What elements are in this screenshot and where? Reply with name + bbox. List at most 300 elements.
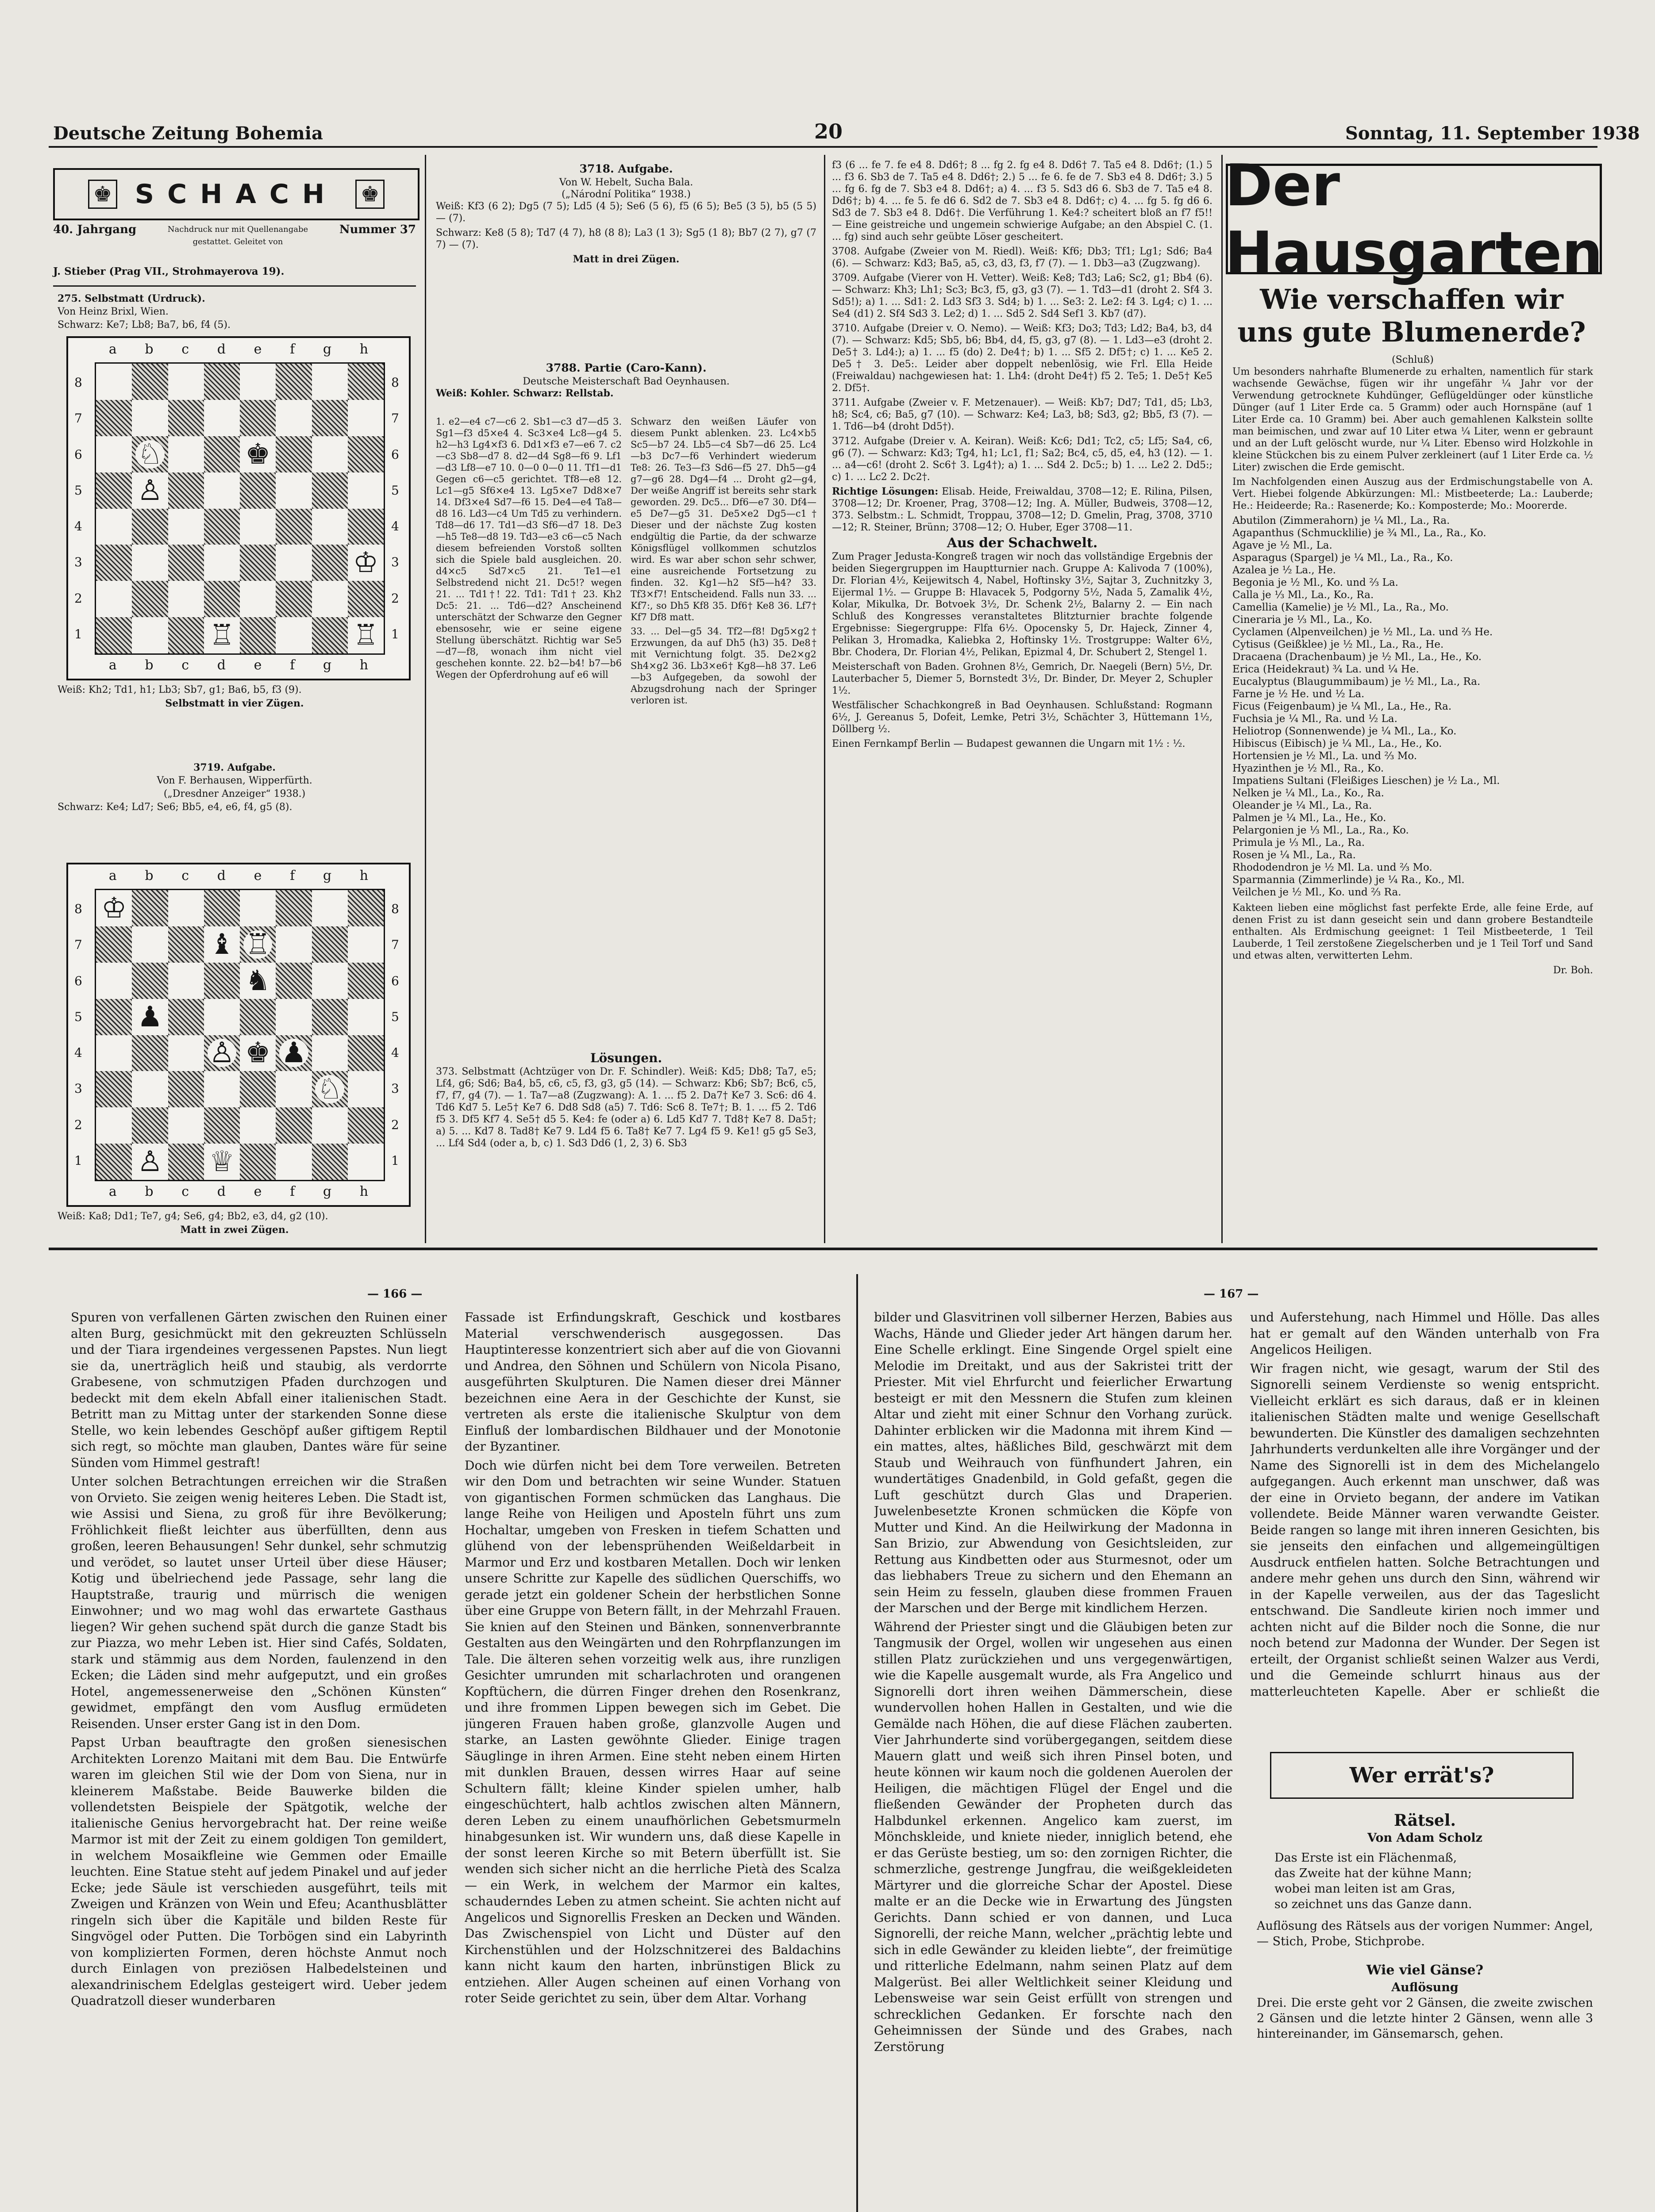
- board-square: [240, 364, 276, 400]
- board-square: [132, 581, 168, 617]
- file-label: h: [359, 342, 369, 357]
- chess-piece-square: [312, 1071, 348, 1107]
- board-square: [168, 581, 204, 617]
- rank-label: 7: [391, 937, 399, 952]
- board-square: [312, 436, 348, 472]
- feuilleton-text: Fassade ist Erfindungskraft, Geschick und kostbares Material verschwenderisch ausgegossen. Das Hauptinteresse konzentriert sich aber auf die von Giovanni und Andrea, den Söhnen und Schülern von Nicola Pisano, ausgeführten Skulpturen. Die Namen dieser drei Männer bezeichnen eine Aera in der Geschichte der Kunst, sie vertreten als erste die italienische Skulptur von dem Einfluß der lombardischen Bildhauer und der Monotonie der Byzantiner.: [465, 1310, 841, 1454]
- plant-entry: Oleander je ¼ Ml., La., Ra.: [1232, 800, 1372, 811]
- aufgabe-author: Von W. Hebelt, Sucha Bala.: [559, 177, 693, 188]
- board-square: [96, 581, 132, 617]
- board-square: [96, 400, 132, 436]
- board-square: [132, 400, 168, 436]
- plant-entry: Hortensien je ½ Ml., La. und ⅔ Mo.: [1232, 750, 1417, 762]
- plant-list: [1232, 515, 1593, 899]
- chess-piece-icon: ♖: [351, 621, 380, 649]
- chess-piece-icon: ♟: [279, 1039, 308, 1067]
- rank-label: 6: [74, 973, 82, 988]
- jahrgang: 40. Jahrgang: [53, 223, 137, 236]
- board-square: [132, 545, 168, 581]
- feuilleton-text-2: Während der Priester singt und die Gläubigen beten zur Tangmusik der Orgel, wollen wir ungesehen aus einen stillen Platz zurückziehen und uns vergegenwärtigen, wie die Kapelle ausgemalt wurde, als Fra Angelico und Signorelli dort ihren weihen Dämmerschein, diese wundervollen hohen Hallen in Gestalten, und wie die Gemälde nach Höhen, die auf diese Flächen zauberten. Vier Jahrhunderte sind vorübergegangen, seitdem diese Mauern glatt und weiß sich ihren Pinsel boten, und heute können wir kaum noch die goldenen Auerolen der Heiligen, die mächtigen Flügel der Engel und die fließenden Gewänder der Propheten durch das Halbdunkel erkennen. Angelico kam zuerst, im Mönchskleide, und kniete nieder, inniglich betend, ehe er das Gerüste bestieg, um so: den zornigen Richter, die schmerzliche, gestrenge Jungfrau, die weißgekleideten Märtyrer und die glorreiche Schar der Apostel. Diese malte er an die Decke wie in Erwartung des Jüngsten Gerichts. Dann schied er von dannen, und Luca Signorelli, der reiche Mann, welcher „prächtig lebte und sich in edle Gewänder zu kleiden liebte“, der freimütige und ritterliche Edelmann, nahm seinen Platz auf dem Malgerüst. Bei aller Weltlichkeit seiner Kleidung und Lebensweise war sein Geist erfüllt von strengen und schrecklichen Gedanken. Er forschte nach den Geheimnissen der Sünde und des Grabes, nach Zerstörung: [874, 1619, 1232, 2054]
- feuilleton-text: Spuren von verfallenen Gärten zwischen den Ruinen einer alten Burg, gesichmückt mit den gekreuzten Schlüsseln und der Tiara irgendeines vergessenen Papstes. Nun liegt sie da, unerträglich heiß und staubig, als verdorrte Grabesene, von schmutzigen Pfaden durchzogen und bedeckt mit dem ekeln Abfall einer italienischen Stadt. Betritt man zu Mittag unter der starkenden Sonne diese Stelle, wo kein lebendes Geschöpf außer giftigem Reptil sich regt, so möchte man glauben, Dantes wäre für seine Sünden vom Himmel gestraft!: [71, 1310, 447, 1470]
- board-square: [96, 963, 132, 999]
- running-head-left: Deutsche Zeitung Bohemia: [53, 123, 323, 144]
- problem-3719-head: [58, 761, 412, 823]
- hausgarten-banner: Der Hausgarten: [1224, 152, 1603, 286]
- file-label: b: [145, 657, 154, 673]
- board-square: [96, 545, 132, 581]
- board-square: [168, 1107, 204, 1144]
- aus-text-2: Meisterschaft von Baden. Grohnen 8½, Gemrich, Dr. Naegeli (Bern) 5½, Dr. Lauterbacher 5, Diemer 5, Bornstedt 3½, Dr. Binder, Dr. Meyer 2, Schupler 1½.: [832, 661, 1212, 696]
- partie-players: Weiß: Kohler. Schwarz: Rellstab.: [436, 388, 614, 399]
- chess-piece-square: [240, 963, 276, 999]
- board-square: [132, 963, 168, 999]
- board-square: [312, 999, 348, 1035]
- problem-black: Schwarz: Ke4; Ld7; Se6; Bb5, e4, e6, f4, g5 (8).: [58, 802, 293, 813]
- board-square: [240, 1071, 276, 1107]
- board-square: [312, 617, 348, 653]
- aufgabe-white: Weiß: Kf3 (6 2); Dg5 (7 5); Ld5 (4 5); Se6 (5 6), f5 (6 5); Be5 (3 5), b5 (5 5) — (7).: [436, 201, 816, 224]
- board-ranks-right: [391, 891, 399, 1179]
- file-label: a: [108, 1184, 117, 1199]
- chess-piece-square: [276, 1035, 312, 1071]
- raetsel-author: Von Adam Scholz: [1367, 1831, 1482, 1845]
- aus-text: Zum Prager Jedusta-Kongreß tragen wir noch das vollständige Ergebnis der beiden Siegergruppen im Hauptturnier nach. Gruppe A: Kalivoda 7 (100%), Dr. Florian 4½, Keijewitsch 4, Nabel, Hoftinsky 3½, Sajtar 3, Zuchnitzky 3, Eijermal 1½. — Gruppe B: Hlavacek 5, Podgorny 5½, Nada 5, Zamalik 4½, Kolar, Mikulka, Dr. Botvoek 3½, Dr. Schenk 2½, Balarny 2. — Ein nach Schluß des Kongresses veranstaltetes Blitzturnier brachte folgende Ergebnisse: Siegergruppe: Flfa 6½. Opocensky 5, Dr. Hajeck, Zinner 4, Pelikan 3, Hromadka, Kaliebka 2, Hoftinsky 1½. Trostgruppe: Walter 6½, Bbr. Chodera, Dr. Florian 4½, Pelikan, Epizmal 4, Dr. Schubert 2, Stengel 1.: [832, 551, 1212, 658]
- file-label: e: [254, 657, 262, 673]
- file-label: e: [254, 868, 262, 883]
- problem-source: („Dresdner Anzeiger“ 1938.): [163, 788, 306, 799]
- board-square: [312, 509, 348, 545]
- wer-erraets-banner: Wer errät's?: [1270, 1752, 1574, 1799]
- board-square: [312, 1107, 348, 1144]
- raetsel-title: Rätsel.: [1393, 1811, 1456, 1830]
- rank-label: 4: [74, 519, 82, 534]
- rank-label: 4: [391, 519, 399, 534]
- board-square: [168, 999, 204, 1035]
- board-square: [348, 436, 384, 472]
- board-square: [204, 963, 240, 999]
- file-label: b: [145, 1184, 154, 1199]
- board-square: [240, 1144, 276, 1180]
- board-square: [276, 926, 312, 963]
- chess-piece-square: [348, 545, 384, 581]
- board-ranks-left: [74, 891, 82, 1179]
- board-square: [132, 1107, 168, 1144]
- file-label: g: [323, 868, 332, 883]
- gaense-title: Wie viel Gänse?: [1366, 1962, 1484, 1978]
- chess-piece-square: [204, 1144, 240, 1180]
- file-label: a: [108, 657, 117, 673]
- board-square: [168, 1144, 204, 1180]
- verse-line: wobei man leiten ist am Gras,: [1274, 1882, 1455, 1896]
- aufgabe-3710: 3710. Aufgabe (Dreier v. O. Nemo). — Weiß: Kf3; Do3; Td3; Ld2; Ba4, b3, d4 (7). — Schwarz: Kd5; Sb5, b6; Bb4, d4, f5, g3, g7 (8). — 1. Ld3—e3 (droht 2. De5† 3. Ld4:); a) 1. ... f5 (do) 2. De4†; b) 1. ... Sf5 2. Df5†; c) 1. ... Ke5 2. De5† 3. De5:. Leider aber doppelt nebenlösig, wie Frl. Ella Heide (Freiwaldau) nachgewiesen hat: 1. Lh4: (droht De4†) f5 2. Te5; 1. De5† Ke5 2. Df5†.: [832, 323, 1212, 394]
- hausgarten-subtitle: Wie verschaffen wir uns gute Blumenerde?: [1237, 283, 1586, 348]
- board-square: [132, 1071, 168, 1107]
- board-square: [204, 581, 240, 617]
- board-square: [96, 617, 132, 653]
- schach-meta: [53, 223, 416, 248]
- file-label: e: [254, 342, 262, 357]
- board-square: [348, 472, 384, 509]
- board-square: [96, 1144, 132, 1180]
- aus-text-4: Einen Fernkampf Berlin — Budapest gewannen die Ungarn mit 1½ : ½.: [832, 738, 1185, 749]
- board-square: [168, 1071, 204, 1107]
- hausgarten-body: [1232, 354, 1593, 1234]
- problem-author: Von Heinz Brixl, Wien.: [58, 306, 169, 317]
- page-number: 20: [814, 119, 843, 143]
- rank-label: 8: [74, 902, 82, 917]
- file-label: g: [323, 1184, 332, 1199]
- board-square: [348, 1035, 384, 1071]
- board-square: [276, 436, 312, 472]
- chess-piece-icon: ♝: [208, 930, 236, 959]
- board-square: [132, 617, 168, 653]
- board-square: [96, 472, 132, 509]
- schach-editor: J. Stieber (Prag VII., Strohmayerova 19).: [53, 265, 285, 277]
- board-ranks-left: [74, 365, 82, 652]
- file-label: g: [323, 342, 332, 357]
- rank-label: 8: [74, 375, 82, 390]
- board-square: [276, 400, 312, 436]
- board-square: [96, 364, 132, 400]
- board-square: [168, 364, 204, 400]
- rank-label: 7: [74, 937, 82, 952]
- schach-note: Nachdruck nur mit Quellenangabe gestattet. Geleitet von: [167, 225, 308, 246]
- rank-label: 6: [74, 447, 82, 462]
- rank-label: 5: [391, 483, 399, 498]
- file-label: f: [290, 342, 295, 357]
- problem-stipulation: Matt in zwei Zügen.: [180, 1224, 289, 1236]
- rank-label: 3: [74, 1081, 82, 1096]
- loesungen-text: 373. Selbstmatt (Achtzüger von Dr. F. Schindler). Weiß: Kd5; Db8; Ta7, e5; Lf4, g6; Sd6; Ba4, b5, c6, c5, f3, g3, g5 (14). — Schwarz: Kb6; Sb7; Bc6, c5, f7, f7, g4 (7). — 1. Ta7—a8 (Zugzwang): A. 1. ... f5 2. Da7† Ke7 3. Sc6: d6 4. Td6 Kd7 5. Le5† Ke7 6. Dd8 Sd8 (a5) 7. Td6: Sc6 8. Te7†; B. 1. ... f5 2. Td6 f5 3. Df5 Kf7 4. Se5† d5 5. Ke4: fe (oder a) 6. Ld5 Kd7 7. Td8† Ke7 8. Da5†; a) 5. ... Kd7 8. Tad8† Ke7 9. Ld4 f5 6. Ta8† Ke7 7. Lg4 f5 9. Ke1! g5 g5 Se3, ... Lf4 Sd4 (oder a, b, c) 1. Sd3 Dd6 (1, 2, 3) 6. Sb3: [436, 1066, 816, 1149]
- plant-entry: Ficus (Feigenbaum) je ¼ Ml., La., He., Ra.: [1232, 701, 1452, 712]
- board-square: [348, 1144, 384, 1180]
- file-label: b: [145, 342, 154, 357]
- aufgabe-stipulation: Matt in drei Zügen.: [573, 253, 680, 265]
- board-square: [276, 1071, 312, 1107]
- board-square: [132, 1035, 168, 1071]
- plant-entry: Rhododendron je ½ Ml. La. und ⅔ Mo.: [1232, 862, 1432, 873]
- rank-label: 4: [74, 1045, 82, 1060]
- board-square: [348, 581, 384, 617]
- plant-entry: Pelargonien je ⅓ Ml., La., Ra., Ko.: [1232, 825, 1409, 836]
- feuilleton-page-right: — 167 —: [1204, 1287, 1259, 1301]
- plant-entry: Cyclamen (Alpenveilchen) je ½ Ml., La. und ⅔ He.: [1232, 626, 1493, 638]
- board-square: [204, 1071, 240, 1107]
- verse-line: das Zweite hat der kühne Mann;: [1274, 1866, 1472, 1880]
- feuilleton-text: bilder und Glasvitrinen voll silberner Herzen, Babies aus Wachs, Hände und Glieder jeder Art hängen darum her. Eine Schelle erklingt. Eine Singende Orgel spielt eine Melodie im Dreitakt, und aus der Sakristei tritt der Priester. Mit viel Ehrfurcht und feierlicher Erwartung besteigt er mit den Messnern die Stufen zum kleinen Altar und zieht mit einer Schnur den Vorhang zurück. Dahinter erblicken wir die Madonna mit ihrem Kind — ein mattes, altes, häßliches Bild, geschwärzt mit dem Staub und Weihrauch von fünfhundert Jahren, ein wundertätiges Gnadenbild, in Gold gefaßt, gegen die Luft geschützt durch Glas und Draperien. Juwelenbesetzte Kronen schmücken die Köpfe von Mutter und Kind. An die Heilwirkung der Madonna in San Brizio, zur Abwendung von Gesichtsleiden, zur Rettung aus Kindbetten oder aus Sturmesnot, oder um das liebhabers Treue zu sichern und den Ehemann an sein Heim zu fesseln, glauben diese frommen Frauen der Marschen und der Berge mit kindlichem Herzen.: [874, 1310, 1232, 1615]
- board-square: [240, 545, 276, 581]
- plant-entry: Camellia (Kamelie) je ½ Ml., La., Ra., Mo.: [1232, 602, 1449, 613]
- feuilleton-col-1: [71, 1310, 447, 2212]
- feuilleton-text-3: Papst Urban beauftragte den großen sienesischen Architekten Lorenzo Maitani mit dem Bau. Die Entwürfe waren im gleichen Stil wie der Dom von Siena, nur in kleinerem Maßstabe. Beide Bauwerke bilden die vollendetsten Beispiele der Spätgotik, welche der italienische Genius hervorgebracht hat. Der reine weiße Marmor ist mit der Zeit zu einem goldigen Ton gemildert, in welchem Mosaikfleine wie Gemmen oder Emaille leuchten. Eine Statue steht auf jedem Pinakel und auf jeder Ecke; jede Säule ist verschieden ausgeführt, teils mit Zweigen und Kränzen von Wein und Efeu; Acanthusblätter ringeln sich über die Kapitäle und bilden Reste für Singvögel oder Putten. Die Torbögen sind ein Labyrinth von komplizierten Formen, deren höchste Anmut noch durch Einlagen von preziösen Halbedelsteinen und alexandrinischem Edelglas gesteigert wird. Ueber jedem Quadratzoll dieser wunderbaren: [71, 1735, 447, 2008]
- chessboard-275: [66, 336, 411, 680]
- rank-label: 3: [391, 1081, 399, 1096]
- rank-label: 2: [74, 591, 82, 606]
- board-square: [240, 890, 276, 926]
- plant-entry: Azalea je ½ La., He.: [1232, 565, 1336, 576]
- chess-piece-icon: ♖: [208, 621, 236, 649]
- file-label: c: [181, 868, 189, 883]
- board-square: [240, 400, 276, 436]
- chess-piece-icon: ♔: [351, 549, 380, 577]
- board-square: [348, 509, 384, 545]
- board-square: [348, 890, 384, 926]
- chess-piece-icon: ♙: [208, 1039, 236, 1067]
- feuilleton-text-2: Doch wie dürfen nicht bei dem Tore verweilen. Betreten wir den Dom und betrachten wir seine Wunder. Statuen von gigantischen Formen schmücken das Langhaus. Die lange Reihe von Heiligen und Aposteln führt uns zum Hochaltar, umgeben von Fresken in tiefem Schatten und glühend von der lebensprühenden Weißeldarbeit in Marmor und Erz und kostbaren Metallen. Doch wir lenken unsere Schritte zur Kapelle des südlichen Querschiffs, wo gerade jetzt ein goldener Schein der herbstlichen Sonne über eine Gruppe von Betern fällt, in der Mehrzahl Frauen. Sie knien auf den Steinen und Bänken, sonnenverbrannte Gestalten aus den Weingärten und den Rohrpflanzungen im Tale. Die älteren sehen vorzeitig welk aus, ihre runzligen Gesichter umrunden mit scharlachroten und orangenen Kopftüchern, die dürren Finger drehen den Rosenkranz, und ihre frommen Lippen bewegen sich im Gebet. Die jüngeren Frauen haben große, glanzvolle Augen und starke, an Lasten gewöhnte Glieder. Einige tragen Säuglinge in ihren Armen. Eine steht neben einem Hirten mit dunklen Brauen, dessen wirres Haar auf seine Schultern fällt; kleine Kinder spielen umher, halb eingeschüchtert, halb achtlos zwischen alten Männern, deren Leben zu einem unaufhörlichen Gebetsmurmeln hinabgesunken ist. Wir wundern uns, daß diese Kapelle in der sonst leeren Kirche so mit Betern überfüllt ist. Sie wenden sich sicher nicht an die herrliche Pietà des Scalza — ein Werk, in welchem der Marmor ein kaltes, schauderndes Leben zu atmen scheint. Sie achten nicht auf Angelicos und Signorellis Fresken an Decken und Wänden. Das Zwischenspiel von Licht und Düster auf den Kirchenstühlen und der Holzschnitzerei des Baldachins kann nicht kaum den harten, inbrünstigen Blick zu entziehen. Aller Augen scheinen auf einen Vorhang von roter Seide gerichtet zu sein, über dem Altar. Vorhang: [465, 1458, 841, 2005]
- section-rule: [49, 1248, 1597, 1250]
- board-square: [204, 545, 240, 581]
- board-grid: [95, 889, 385, 1181]
- plant-entry: Fuchsia je ¼ Ml., Ra. und ½ La.: [1232, 713, 1397, 725]
- board-square: [276, 1107, 312, 1144]
- aufgabe-3708: 3708. Aufgabe (Zweier von M. Riedl). Weiß: Kf6; Db3; Tf1; Lg1; Sd6; Ba4 (6). — Schwarz: Kd3; Ba5, a5, c3, d3, f3, f7 (7). — 1. Db3—a3 (Zugzwang).: [832, 246, 1212, 269]
- rank-label: 6: [391, 447, 399, 462]
- rank-label: 5: [391, 1009, 399, 1024]
- plant-entry: Nelken je ¼ Ml., La., Ko., Ra.: [1232, 787, 1384, 799]
- plant-entry: Agave je ½ Ml., La.: [1232, 540, 1332, 551]
- plant-entry: Agapanthus (Schmucklilie) je ¾ Ml., La., Ra., Ko.: [1232, 527, 1486, 539]
- rank-label: 7: [391, 411, 399, 426]
- feuilleton-page-left: — 166 —: [367, 1287, 423, 1301]
- problem-3719-foot: [58, 1210, 412, 1245]
- hausgarten-outro: Kakteen lieben eine möglichst fast perfekte Erde, alle feine Erde, auf denen Frist zu ist dann geseicht sein und dann grobere Bestandteile enthalten. Als Erdmischung geeignet: 1 Teil Mistbeeterde, 1 Teil Lauberde, 1 Teil zerstoßene Ziegelscherben und je 1 Teil Torf und Sand und etwas alten, verwitterten Lehm.: [1232, 902, 1593, 961]
- board-square: [276, 472, 312, 509]
- chess-piece-square: [204, 926, 240, 963]
- feuilleton-text: und Auferstehung, nach Himmel und Hölle. Das alles hat er gemalt auf den Wänden unterhalb von Fra Angelicos Heiligen.: [1250, 1310, 1600, 1357]
- moves-text-3: 33. ... Del—g5 34. Tf2—f8! Dg5×g2† Erzwungen, da auf Dh5 (h3) 35. De8† mit Vernichtung folgt. 35. De2×g2 Sh4×g2 36. Lb3×e6† Kg8—h8 37. Le6—b3 Aufgegeben, da sowohl der Abzugsdrohung nach der Springer verloren ist.: [631, 626, 816, 706]
- file-label: f: [290, 657, 295, 673]
- column-rule: [824, 155, 825, 1243]
- board-square: [96, 1107, 132, 1144]
- board-square: [348, 364, 384, 400]
- plant-entry: Begonia je ½ Ml., Ko. und ⅔ La.: [1232, 577, 1398, 588]
- chess-king-icon-right: ♚: [355, 180, 385, 209]
- chess-piece-icon: ♚: [243, 1039, 272, 1067]
- rank-label: 1: [391, 626, 399, 641]
- board-square: [312, 1144, 348, 1180]
- plant-entry: Primula je ⅓ Ml., La., Ra.: [1232, 837, 1365, 849]
- problem-white: Weiß: Ka8; Dd1; Te7, g4; Se6, g4; Bb2, e3, d4, g2 (10).: [58, 1211, 328, 1222]
- board-square: [204, 1107, 240, 1144]
- rank-label: 8: [391, 902, 399, 917]
- board-square: [276, 999, 312, 1035]
- file-label: h: [359, 1184, 369, 1199]
- chess-piece-icon: ♙: [135, 1148, 164, 1176]
- verse-line: so zeichnet uns das Ganze dann.: [1274, 1897, 1472, 1911]
- board-files-bottom: [95, 1184, 382, 1199]
- plant-entry: Dracaena (Drachenbaum) je ½ Ml., La., He., Ko.: [1232, 651, 1482, 663]
- chess-piece-square: [240, 926, 276, 963]
- aufgabe-3711: 3711. Aufgabe (Zweier v. F. Metzenauer). — Weiß: Kb7; Dd7; Td1, d5; Lb3, h8; Sc4, c6; Ba5, g7 (10). — Schwarz: Ke4; La3, b8; Sd3, g2; Bb5, f3 (7). — 1. Td6—b4 (droht Dd5†).: [832, 397, 1212, 432]
- board-square: [312, 400, 348, 436]
- chess-piece-icon: ♔: [100, 894, 128, 922]
- board-square: [312, 926, 348, 963]
- file-label: f: [290, 868, 295, 883]
- board-square: [348, 963, 384, 999]
- board-square: [132, 509, 168, 545]
- board-square: [204, 999, 240, 1035]
- hausgarten-intro-2: Im Nachfolgenden einen Auszug aus der Erdmischungstabelle von A. Vert. Hiebei folgende Abkürzungen: Ml.: Mistbeeterde; La.: Lauberde; He.: Heideerde; Ra.: Rasenerde; Ko.: Komposterde; Mo.: Moorerde.: [1232, 476, 1593, 511]
- aufgabe-source: („Národní Politika“ 1938.): [562, 189, 691, 200]
- rank-label: 1: [391, 1153, 399, 1168]
- schach-banner: [53, 168, 420, 220]
- board-square: [168, 926, 204, 963]
- board-square: [96, 509, 132, 545]
- chess-piece-square: [96, 890, 132, 926]
- chess-piece-icon: ♞: [243, 967, 272, 995]
- board-square: [240, 617, 276, 653]
- board-square: [96, 1035, 132, 1071]
- rank-label: 1: [74, 1153, 82, 1168]
- chess-piece-icon: ♕: [208, 1148, 236, 1176]
- board-square: [276, 617, 312, 653]
- board-square: [168, 545, 204, 581]
- board-square: [168, 472, 204, 509]
- board-square: [204, 509, 240, 545]
- board-square: [312, 890, 348, 926]
- file-label: e: [254, 1184, 262, 1199]
- plant-entry: Erica (Heidekraut) ¾ La. und ¼ He.: [1232, 664, 1419, 675]
- aufgabe-3709: 3709. Aufgabe (Vierer von H. Vetter). Weiß: Ke8; Td3; La6; Sc2, g1; Bb4 (6). — Schwarz: Kh3; Lh1; Sc3; Bc3, f5, g3, g3 (7). — 1. Td3—d1 (droht 2. Sf4 3. Sd5!); a) 1. ... Sd1: 2. Ld3 Sf3 3. Sd4; b) 1. ... Se3: 2. Le2: f4 3. Lg4; c) 1. ... Se4 (d1) 2. Sf4 Sd3 3. Le2; d) 1. ... Sd5 2. Sd4 Sef1 3. Kb7 (d7).: [832, 273, 1212, 319]
- plant-entry: Sparmannia (Zimmerlinde) je ¼ Ra., Ko., Ml.: [1232, 874, 1465, 886]
- board-square: [240, 472, 276, 509]
- gaense-text: Drei. Die erste geht vor 2 Gänsen, die zweite zwischen 2 Gänsen und die letzte hinter 2 Gänsen, wenn alle 3 hintereinander, im Gänsemarsch, gehen.: [1257, 1996, 1593, 2041]
- aufgabe-3718: [436, 159, 816, 358]
- feuilleton-col-2: [465, 1310, 841, 2212]
- plant-entry: Rosen je ¼ Ml., La., Ra.: [1232, 849, 1356, 861]
- problem-title: 3719. Aufgabe.: [193, 762, 276, 773]
- richtige-loesungen-text: Elisab. Heide, Freiwaldau, 3708—12; E. Rilina, Pilsen, 3708—12; Dr. Kroener, Prag, 3708—12; Ing. A. Müller, Budweis, 3708—12, 373. Selbstm.: L. Schmidt, Troppau, 3708—12; D. Gmelin, Prag, 3708, 3710—12; R. Steiner, Brünn; 3708—12; O. Huber, Eger 3708—11.: [832, 486, 1212, 533]
- board-square: [96, 999, 132, 1035]
- partie-title: 3788. Partie (Caro-Kann).: [546, 361, 707, 374]
- solution-text: f3 (6 ... fe 7. fe e4 8. Dd6†; 8 ... fg 2. fg e4 8. Dd6† 7. Ta5 e4 8. Dd6†; (1.) 5 ... f3 6. Sb3 de 7. Ta5 e4 8. Dd6†; 2.) 5 ... fe 6. fe de 7. Sb3 e4 8. Dd6†; 3.) 5 ... fg 6. fg de 7. Sb3 e4 8. Dd6†; a) 4. ... f3 5. Sd3 d6 6. Sb3 de 7. Ta5 e4 8. Dd6†; b) 4. ... fe 5. fe d6 6. Sd2 de 7. Sb3 e4 8. Dd6†; c) 4. ... fg 5. fg d6 6. Sd3 de 7. Sb3 e4 8. Dd6†. Die Verführung 1. Ke4:? scheitert bloß an f7 f5!! — Eine geistreiche und ungemein schwierige Aufgabe; an den Abspiel C. (1. ... fg) sind auch sehr geübte Löser gescheitert.: [832, 160, 1212, 242]
- chess-piece-square: [240, 436, 276, 472]
- file-label: b: [145, 868, 154, 883]
- feuilleton-col-4: [1250, 1310, 1600, 1699]
- partie-event: Deutsche Meisterschaft Bad Oeynhausen.: [523, 376, 730, 387]
- rank-label: 2: [391, 1117, 399, 1132]
- board-square: [204, 400, 240, 436]
- plant-entry: Asparagus (Spargel) je ¼ Ml., La., Ra., Ko.: [1232, 552, 1453, 564]
- file-label: a: [108, 868, 117, 883]
- board-square: [168, 509, 204, 545]
- rank-label: 2: [391, 591, 399, 606]
- header-rule: [49, 146, 1597, 148]
- plant-entry: Hibiscus (Eibisch) je ¼ Ml., La., He., Ko.: [1232, 738, 1442, 749]
- board-square: [132, 364, 168, 400]
- rank-label: 3: [74, 555, 82, 570]
- problem-white: Weiß: Kh2; Td1, h1; Lb3; Sb7, g1; Ba6, b5, f3 (9).: [58, 684, 302, 695]
- plant-entry: Farne je ½ He. und ½ La.: [1232, 688, 1365, 700]
- rank-label: 5: [74, 483, 82, 498]
- board-square: [276, 963, 312, 999]
- chess-piece-square: [204, 1035, 240, 1071]
- board-square: [168, 963, 204, 999]
- file-label: h: [359, 868, 369, 883]
- chess-piece-icon: ♘: [135, 440, 164, 469]
- chess-piece-icon: ♖: [243, 930, 272, 959]
- aus-text-3: Westfälischer Schachkongreß in Bad Oeynhausen. Schlußstand: Rogmann 6½, J. Gereanus 5, Dofeit, Lemke, Petri 3½, Schächter 3, Hüttemann 1½, Döllberg ½.: [832, 700, 1212, 735]
- board-square: [312, 364, 348, 400]
- plant-entry: Palmen je ¼ Ml., La., He., Ko.: [1232, 812, 1386, 824]
- raetsel-verse: [1274, 1850, 1593, 1912]
- board-square: [240, 1107, 276, 1144]
- chess-piece-square: [132, 999, 168, 1035]
- board-square: [204, 890, 240, 926]
- board-square: [240, 581, 276, 617]
- chess-piece-icon: ♟: [135, 1003, 164, 1031]
- board-square: [276, 890, 312, 926]
- board-square: [168, 617, 204, 653]
- board-square: [132, 926, 168, 963]
- plant-entry: Cineraria je ⅓ Ml., La., Ko.: [1232, 614, 1373, 626]
- file-label: d: [217, 868, 226, 883]
- file-label: a: [108, 342, 117, 357]
- problem-author: Von F. Berhausen, Wipperfürth.: [157, 775, 312, 786]
- chess-king-icon: ♚: [88, 180, 117, 209]
- chess-piece-square: [132, 436, 168, 472]
- feuilleton-col-3: [874, 1310, 1232, 2212]
- chess-piece-icon: ♙: [135, 476, 164, 505]
- board-square: [168, 400, 204, 436]
- file-label: h: [359, 657, 369, 673]
- board-square: [276, 581, 312, 617]
- board-files-bottom: [95, 657, 382, 673]
- board-square: [312, 472, 348, 509]
- moves-text: 1. e2—e4 c7—c6 2. Sb1—c3 d7—d5 3. Sg1—f3 d5×e4 4. Sc3×e4 Lc8—g4 5. h2—h3 Lg4×f3 6. Dd1×f3 e7—e6 7. c2—c3 Sb8—d7 8. d2—d4 Sg8—f6 9. Lf1—d3 Lf8—e7 10. 0—0 0—0 11. Tf1—d1 Gegen c6—c5 gerichtet. Tf8—e8 12. Lc1—g5 Sf6×e4 13. Lg5×e7 Dd8×e7 14. Df3×e4 Sd7—f6 15. De4—e4 Ta8—d8 16. Ld3—c4 Um Td5 zu verhindern. Td8—d6 17. Td1—d3 Sf6—d7 18. De3—h5 Te8—d8 19. Td3—e3 c6—c5 Nach diesem befreienden Vorstoß sollten sich die Spiele bald ausgleichen. 20. d4×c5 Sd7×c5 21. Te1—e1 Selbstredend nicht 21. Dc5!? wegen 21. ... Td1†! 22. Td1: Td1† 23. Kh2 Dc5: 21. ... Td6—d2? Anscheinend unterschätzt der Schwarze den Gegner ebensosehr, wie er seine eigene Stellung überschätzt. Richtig war Se5—d7—f8, wonach ihm nicht viel geschehen konnte. 22. b2—b4! b7—b6 Wegen der Opferdrohung auf e6 will: [436, 416, 622, 680]
- author-signature: Dr. Boh.: [1553, 965, 1593, 976]
- chessboard-3719: [66, 863, 411, 1207]
- file-label: c: [181, 342, 189, 357]
- file-label: d: [217, 657, 226, 673]
- plant-entry: Impatiens Sultani (Fleißiges Lieschen) je ½ La., Ml.: [1232, 775, 1500, 787]
- rank-label: 4: [391, 1045, 399, 1060]
- plant-entry: Hyazinthen je ½ Ml., Ra., Ko.: [1232, 763, 1384, 774]
- board-square: [204, 472, 240, 509]
- board-files-top: [95, 868, 382, 883]
- board-square: [168, 1035, 204, 1071]
- rank-label: 1: [74, 626, 82, 641]
- board-square: [276, 1144, 312, 1180]
- rank-label: 8: [391, 375, 399, 390]
- running-head-right: Sonntag, 11. September 1938: [1345, 123, 1640, 144]
- problem-title: 275. Selbstmatt (Urdruck).: [58, 293, 205, 304]
- board-square: [348, 400, 384, 436]
- board-square: [276, 545, 312, 581]
- verse-line: Das Erste ist ein Flächenmaß,: [1274, 1851, 1457, 1865]
- rank-label: 7: [74, 411, 82, 426]
- board-square: [240, 509, 276, 545]
- board-square: [348, 1107, 384, 1144]
- plant-entry: Heliotrop (Sonnenwende) je ¼ Ml., La., Ko.: [1232, 726, 1457, 737]
- column-rule: [1221, 155, 1223, 1243]
- hausgarten-intro: Um besonders nahrhafte Blumenerde zu erhalten, namentlich für stark wachsende Gewächse, fügen wir ihr ungefähr ¼ Jahr vor der Verwendung getrocknete Kuhdünger, Geflügeldünger oder künstliche Dünger (auf 1 Liter Erde ca. 5 Gramm) oder auch Hornspäne (auf 1 Liter Erde ca. 10 Gramm) bei. Aber auch gemahlenen Kalkstein sollte man beimischen, und zwar auf 10 Liter etwa ¼ Liter, wenn er gebraunt und an der Luft gelöscht wurde, nur ¼ Liter. Ebenso wird Holzkohle in kleine Stückchen bis zu einem Pulver zerkleinert (auf 1 Liter Erde ca. ½ Liter) zwischen die Erde gemischt.: [1232, 366, 1593, 473]
- loesungen-title: Lösungen.: [590, 1051, 662, 1065]
- file-label: d: [217, 342, 226, 357]
- plant-entry: Abutilon (Zimmerahorn) je ¼ Ml., La., Ra.: [1232, 515, 1450, 526]
- feuilleton-fold-rule: [856, 1274, 858, 2212]
- chess-piece-square: [204, 617, 240, 653]
- rank-label: 3: [391, 555, 399, 570]
- rank-label: 6: [391, 973, 399, 988]
- board-square: [348, 926, 384, 963]
- board-square: [312, 963, 348, 999]
- board-square: [96, 436, 132, 472]
- raetsel-aufloesung: Auflösung des Rätsels aus der vorigen Nummer: Angel, — Stich, Probe, Stichprobe.: [1257, 1919, 1593, 1948]
- schluss-note: (Schluß): [1392, 354, 1434, 365]
- loesungen-section: [436, 1048, 816, 1243]
- feuilleton-text-2: Unter solchen Betrachtungen erreichen wir die Straßen von Orvieto. Sie zeigen wenig heiteres Leben. Die Stadt ist, wie Assisi und Siena, zu groß für ihre Bevölkerung; Fröhlichkeit fließt leichter aus überfüllten, denn aus großen, leeren Behausungen! Sehr dunkel, sehr schmutzig und verödet, so lautet unser Urteil über diese Häuser; Kotig und übelriechend jede Passage, sehr lang die Hauptstraße, traurig und mürrisch die wenigen Einwohner; und wo mag wohl das erwartete Gasthaus liegen? Wir gehen suchend spät durch die ganze Stadt bis zur Piazza, wo mehr Leben ist. Hier sind Cafés, Soldaten, stark und stämmig aus dem Norden, faulenzend in den Ecken; die Läden sind mehr aufgeputzt, und ein großes Hotel, angemessenerweise den „Schönen Künsten“ gewidmet, empfängt den vom Ausflug ermüdeten Reisenden. Unser erster Gang ist in den Dom.: [71, 1474, 447, 1731]
